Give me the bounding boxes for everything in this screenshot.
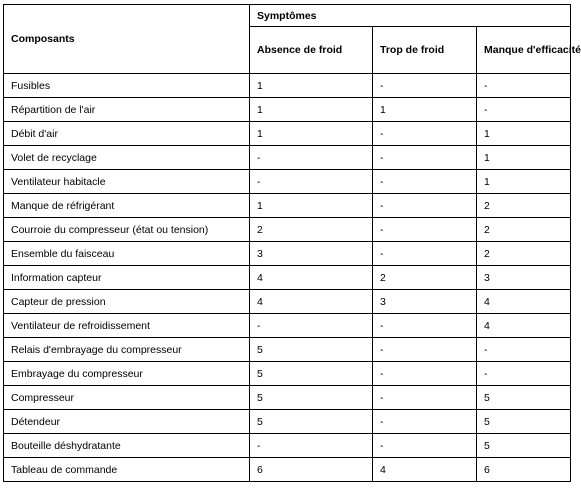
- too-cold-cell: -: [373, 338, 477, 362]
- symptoms-header: Symptômes: [250, 5, 571, 27]
- table-row: [4, 74, 571, 98]
- too-cold-cell: -: [373, 194, 477, 218]
- no-cooling-cell: 4: [250, 290, 373, 314]
- low-efficiency-cell: -: [477, 362, 571, 386]
- low-efficiency-cell: 1: [477, 170, 571, 194]
- no-cooling-cell: 1: [250, 74, 373, 98]
- low-efficiency-cell: 2: [477, 218, 571, 242]
- component-cell: Capteur de pression: [4, 290, 250, 314]
- component-cell: Répartition de l'air: [4, 98, 250, 122]
- table-row: [4, 290, 571, 314]
- low-efficiency-cell: 6: [477, 458, 571, 482]
- no-cooling-cell: 6: [250, 458, 373, 482]
- low-efficiency-cell: 4: [477, 290, 571, 314]
- no-cooling-cell: 5: [250, 362, 373, 386]
- low-efficiency-cell: 1: [477, 146, 571, 170]
- no-cooling-cell: 5: [250, 410, 373, 434]
- low-efficiency-cell: -: [477, 98, 571, 122]
- too-cold-cell: -: [373, 386, 477, 410]
- table-row: [4, 386, 571, 410]
- component-cell: Manque de réfrigérant: [4, 194, 250, 218]
- too-cold-cell: -: [373, 218, 477, 242]
- component-cell: Courroie du compresseur (état ou tension): [4, 218, 250, 242]
- no-cooling-cell: 5: [250, 386, 373, 410]
- too-cold-cell: -: [373, 410, 477, 434]
- too-cold-cell: -: [373, 242, 477, 266]
- no-cooling-cell: 1: [250, 122, 373, 146]
- component-cell: Ensemble du faisceau: [4, 242, 250, 266]
- table-row: [4, 146, 571, 170]
- no-cooling-cell: -: [250, 146, 373, 170]
- low-efficiency-cell: 5: [477, 434, 571, 458]
- table-row: [4, 242, 571, 266]
- low-efficiency-cell: -: [477, 338, 571, 362]
- too-cold-cell: -: [373, 170, 477, 194]
- components-header: Composants: [4, 5, 250, 74]
- table-row: [4, 218, 571, 242]
- low-efficiency-header: Manque d'efficacité: [477, 27, 571, 74]
- component-cell: Ventilateur de refroidissement: [4, 314, 250, 338]
- too-cold-cell: -: [373, 362, 477, 386]
- no-cooling-cell: -: [250, 170, 373, 194]
- table-row: [4, 170, 571, 194]
- low-efficiency-cell: 2: [477, 194, 571, 218]
- table-row: [4, 362, 571, 386]
- low-efficiency-cell: 5: [477, 410, 571, 434]
- too-cold-cell: -: [373, 434, 477, 458]
- table-body: [4, 74, 571, 482]
- table-row: [4, 410, 571, 434]
- no-cooling-cell: 1: [250, 194, 373, 218]
- table-row: [4, 434, 571, 458]
- component-cell: Fusibles: [4, 74, 250, 98]
- table-row: [4, 266, 571, 290]
- too-cold-cell: 4: [373, 458, 477, 482]
- low-efficiency-cell: 2: [477, 242, 571, 266]
- too-cold-header: Trop de froid: [373, 27, 477, 74]
- component-cell: Détendeur: [4, 410, 250, 434]
- low-efficiency-cell: 5: [477, 386, 571, 410]
- component-cell: Ventilateur habitacle: [4, 170, 250, 194]
- component-cell: Information capteur: [4, 266, 250, 290]
- component-cell: Compresseur: [4, 386, 250, 410]
- no-cooling-cell: 2: [250, 218, 373, 242]
- table-row: [4, 122, 571, 146]
- low-efficiency-cell: 3: [477, 266, 571, 290]
- component-cell: Bouteille déshydratante: [4, 434, 250, 458]
- table-row: [4, 314, 571, 338]
- too-cold-cell: 2: [373, 266, 477, 290]
- table-row: [4, 194, 571, 218]
- too-cold-cell: -: [373, 74, 477, 98]
- no-cooling-cell: 4: [250, 266, 373, 290]
- low-efficiency-cell: 4: [477, 314, 571, 338]
- no-cooling-cell: 1: [250, 98, 373, 122]
- table-row: [4, 98, 571, 122]
- component-cell: Embrayage du compresseur: [4, 362, 250, 386]
- too-cold-cell: -: [373, 314, 477, 338]
- too-cold-cell: -: [373, 122, 477, 146]
- too-cold-cell: 3: [373, 290, 477, 314]
- table-row: [4, 338, 571, 362]
- component-cell: Volet de recyclage: [4, 146, 250, 170]
- no-cooling-header: Absence de froid: [250, 27, 373, 74]
- too-cold-cell: -: [373, 146, 477, 170]
- too-cold-cell: 1: [373, 98, 477, 122]
- symptom-table: [3, 4, 581, 482]
- no-cooling-cell: 3: [250, 242, 373, 266]
- no-cooling-cell: 5: [250, 338, 373, 362]
- component-cell: Relais d'embrayage du compresseur: [4, 338, 250, 362]
- no-cooling-cell: -: [250, 314, 373, 338]
- component-cell: Débit d'air: [4, 122, 250, 146]
- table-row: [4, 458, 571, 482]
- low-efficiency-cell: -: [477, 74, 571, 98]
- component-cell: Tableau de commande: [4, 458, 250, 482]
- no-cooling-cell: -: [250, 434, 373, 458]
- low-efficiency-cell: 1: [477, 122, 571, 146]
- table-header: [4, 5, 581, 74]
